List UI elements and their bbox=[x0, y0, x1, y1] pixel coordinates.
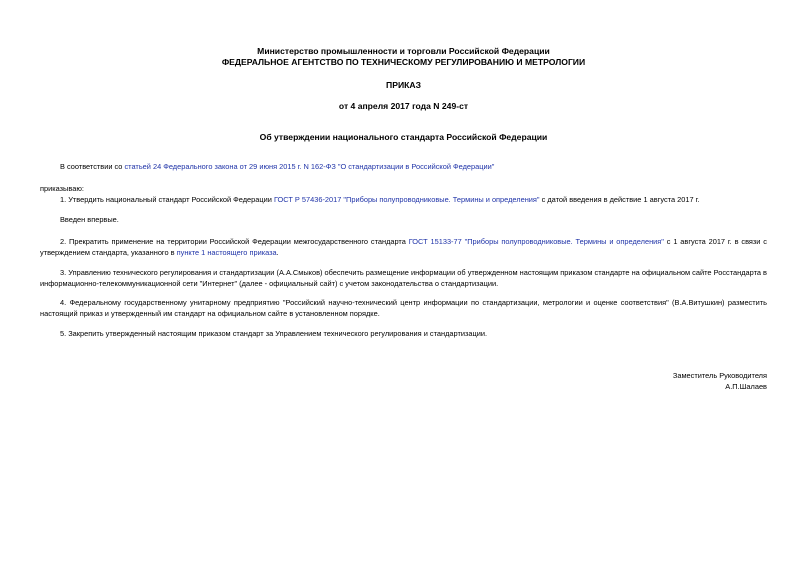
signature-position: Заместитель Руководителя bbox=[672, 371, 767, 380]
item-1-reference-link[interactable]: пункте 1 настоящего приказа bbox=[176, 248, 277, 257]
preamble-text: В соответствии со bbox=[60, 162, 125, 171]
item-2 bbox=[40, 236, 767, 258]
document-date-number: от 4 апреля 2017 года N 249-ст bbox=[338, 101, 469, 111]
item-1-text: 1. Утвердить национальный стандарт Российской Федерации bbox=[60, 195, 274, 204]
introduced-note: Введен впервые. bbox=[60, 215, 119, 224]
order-word: приказываю: bbox=[40, 184, 84, 193]
standard-link-gost-r-57436[interactable]: ГОСТ Р 57436-2017 "Приборы полупроводниковые. Термины и определения" bbox=[273, 195, 540, 204]
standard-link-gost-15133[interactable]: ГОСТ 15133-77 "Приборы полупроводниковые. Термины и определения" bbox=[408, 237, 664, 246]
agency-title: ФЕДЕРАЛЬНОЕ АГЕНТСТВО ПО ТЕХНИЧЕСКОМУ РЕГУЛИРОВАНИЮ И МЕТРОЛОГИИ bbox=[221, 57, 586, 67]
document-type: ПРИКАЗ bbox=[386, 80, 421, 90]
ministry-title: Министерство промышленности и торговли Российской Федерации bbox=[257, 46, 550, 56]
item-5: 5. Закрепить утвержденный настоящим приказом стандарт за Управлением технического регулирования и стандартизации. bbox=[60, 329, 488, 338]
item-1 bbox=[60, 194, 770, 205]
preamble bbox=[60, 161, 760, 172]
item-4: 4. Федеральному государственному унитарному предприятию "Российский научно-технический центр информации по стандартизации, метрологии и оценке соответствия" (В.А.Витушкин) разместить настоящий приказ и утвержденный им стандарт на официальном сайте в установленном порядке. bbox=[40, 298, 767, 318]
signature-name: А.П.Шалаев bbox=[725, 382, 767, 391]
document-subject: Об утверждении национального стандарта Российской Федерации bbox=[259, 132, 548, 142]
item-2-text: 2. Прекратить применение на территории Российской Федерации межгосударственного стандарта bbox=[60, 237, 409, 246]
item-2-suffix: . bbox=[276, 248, 279, 257]
law-link[interactable]: статьей 24 Федерального закона от 29 июня 2015 г. N 162-ФЗ "О стандартизации в Российской Федерации" bbox=[124, 162, 495, 171]
item-2-middle: с 1 августа 2017 г. в связи с утверждением стандарта, указанного в bbox=[40, 237, 767, 257]
item-1-suffix: с датой введения в действие 1 августа 2017 г. bbox=[539, 195, 700, 204]
item-3: 3. Управлению технического регулирования и стандартизации (А.А.Смыков) обеспечить размещение информации об утвержденном настоящим приказом стандарте на официальном сайте Росстандарта в информационно-телекоммуникационной сети "Интернет" (далее - официальный сайт) с учетом законодательства о стандартизации. bbox=[40, 268, 767, 288]
